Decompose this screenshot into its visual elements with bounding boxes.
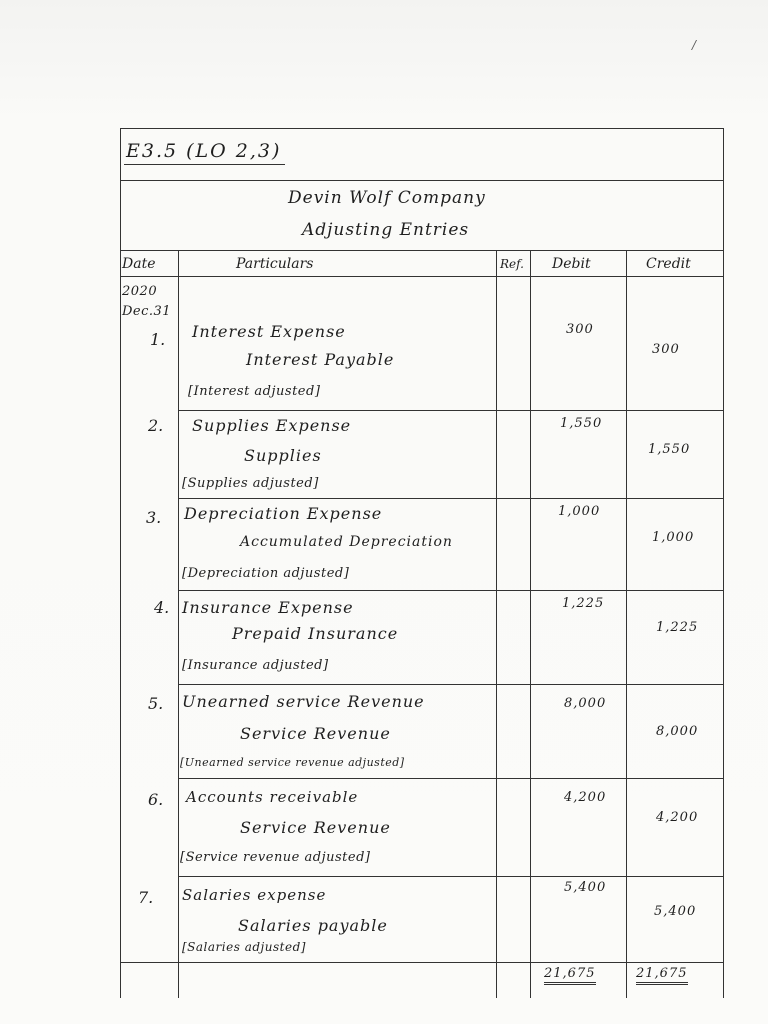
credit-amount: 5,400 bbox=[654, 904, 697, 919]
col-debit: Debit bbox=[552, 256, 591, 272]
debit-amount: 1,550 bbox=[560, 416, 603, 431]
debit-amount: 8,000 bbox=[564, 696, 607, 711]
credit-account: Interest Payable bbox=[246, 350, 395, 369]
debit-account: Unearned service Revenue bbox=[182, 692, 425, 711]
credit-amount: 300 bbox=[652, 342, 680, 357]
entry-note: [Supplies adjusted] bbox=[182, 476, 319, 491]
entry-number: 6. bbox=[148, 790, 164, 809]
entry-note: [Interest adjusted] bbox=[188, 384, 321, 399]
debit-amount: 5,400 bbox=[564, 880, 607, 895]
date-day: Dec.31 bbox=[122, 304, 172, 319]
entry-note: [Service revenue adjusted] bbox=[180, 850, 371, 865]
corner-mark: / bbox=[692, 38, 697, 52]
entry-number: 2. bbox=[148, 416, 164, 435]
debit-amount: 1,000 bbox=[558, 504, 601, 519]
top-rule bbox=[120, 128, 724, 129]
entry-number: 3. bbox=[146, 508, 162, 527]
credit-account: Service Revenue bbox=[240, 724, 391, 743]
credit-account: Salaries payable bbox=[238, 916, 388, 935]
col-date: Date bbox=[122, 256, 156, 272]
row-rule-6 bbox=[178, 876, 724, 877]
entry-number: 1. bbox=[150, 330, 166, 349]
credit-account: Service Revenue bbox=[240, 818, 391, 837]
row-rule-5 bbox=[178, 778, 724, 779]
entry-number: 5. bbox=[148, 694, 164, 713]
debit-account: Supplies Expense bbox=[192, 416, 352, 435]
col-credit: Credit bbox=[646, 256, 691, 272]
row-rule-4 bbox=[178, 684, 724, 685]
date-year: 2020 bbox=[122, 284, 158, 299]
row-rule-3 bbox=[178, 590, 724, 591]
debit-account: Accounts receivable bbox=[186, 788, 359, 806]
row-rule-1 bbox=[178, 410, 724, 411]
ref-column-rule bbox=[496, 250, 497, 998]
debit-amount: 300 bbox=[566, 322, 594, 337]
col-particulars: Particulars bbox=[236, 256, 314, 272]
credit-column-rule bbox=[626, 250, 627, 998]
entry-note: [Insurance adjusted] bbox=[182, 658, 329, 673]
credit-amount: 1,225 bbox=[656, 620, 699, 635]
title-rule bbox=[120, 180, 724, 181]
credit-amount: 8,000 bbox=[656, 724, 699, 739]
credit-amount: 4,200 bbox=[656, 810, 699, 825]
subtitle: Adjusting Entries bbox=[302, 220, 470, 240]
debit-account: Interest Expense bbox=[192, 322, 346, 341]
credit-account: Supplies bbox=[244, 446, 322, 465]
credit-account: Prepaid Insurance bbox=[232, 624, 399, 643]
company-name: Devin Wolf Company bbox=[288, 188, 486, 208]
date-column-rule bbox=[178, 250, 179, 998]
debit-account: Depreciation Expense bbox=[184, 504, 383, 523]
entry-number: 4. bbox=[154, 598, 170, 617]
header-top-rule bbox=[120, 250, 724, 251]
debit-total: 21,675 bbox=[544, 966, 596, 985]
col-ref: Ref. bbox=[500, 257, 524, 271]
header-bottom-rule bbox=[120, 276, 724, 277]
debit-amount: 1,225 bbox=[562, 596, 605, 611]
credit-total: 21,675 bbox=[636, 966, 688, 985]
entry-number: 7. bbox=[138, 888, 154, 907]
credit-account: Accumulated Depreciation bbox=[240, 534, 453, 550]
debit-amount: 4,200 bbox=[564, 790, 607, 805]
exercise-title: E3.5 (LO 2,3) bbox=[124, 140, 285, 165]
debit-column-rule bbox=[530, 250, 531, 998]
entry-note: [Depreciation adjusted] bbox=[182, 566, 350, 581]
credit-amount: 1,550 bbox=[648, 442, 691, 457]
debit-account: Insurance Expense bbox=[182, 598, 354, 617]
credit-amount: 1,000 bbox=[652, 530, 695, 545]
totals-rule bbox=[120, 962, 724, 963]
debit-account: Salaries expense bbox=[182, 886, 327, 904]
entry-note: [Unearned service revenue adjusted] bbox=[180, 756, 405, 769]
entry-note: [Salaries adjusted] bbox=[182, 940, 306, 954]
row-rule-2 bbox=[178, 498, 724, 499]
journal-frame bbox=[120, 128, 724, 998]
